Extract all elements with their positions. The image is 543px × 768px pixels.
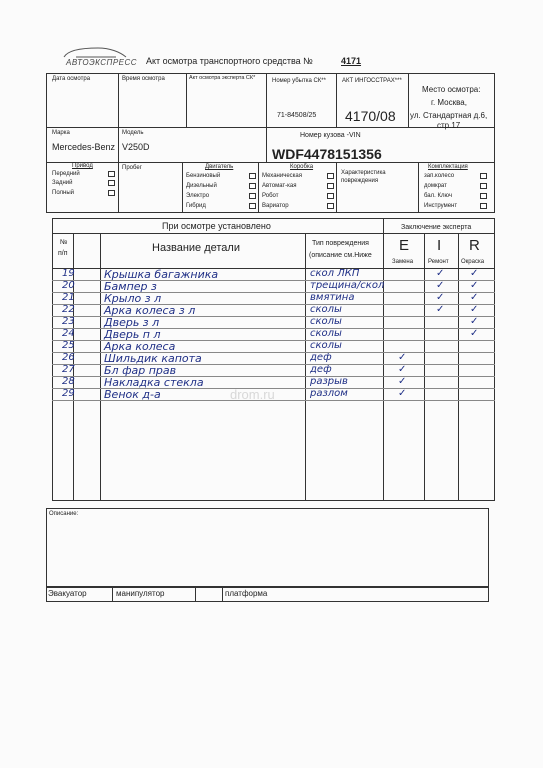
gearbox-option-robot: Робот [262,193,279,199]
drive-option-rear: Задний [52,180,73,186]
row-damage-type: сколы [310,304,342,315]
row-part-name: Крышка багажника [104,268,219,281]
logo-text: АВТОЭКСПРЕСС [66,58,138,67]
engine-option-diesel: Дизельный [186,183,217,189]
row-number: 22 [62,304,75,315]
row-part-name: Бл фар прав [104,364,177,377]
model-value: V250D [122,142,150,152]
equipment-option-wrench: бал. Ключ [424,193,452,199]
mileage-label: Пробег [122,165,142,171]
drive-option-front: Передний [52,171,80,177]
row-replace-mark: ✓ [398,388,407,399]
row-damage-type: разрыв [310,376,348,387]
row-paint-mark: ✓ [470,328,479,339]
row-number: 26 [62,352,75,363]
platform-label: платформа [225,589,268,598]
time-label: Время осмотра [122,76,165,82]
equipment-option-tools: Инструмент [424,203,458,209]
drive-checkbox-rear[interactable] [108,180,115,186]
place-line-2: ул. Стандартная д.6, [410,111,488,120]
drive-label: Привод [72,163,93,169]
row-repair-mark: ✓ [436,268,445,279]
gearbox-label: Коробка [290,164,314,170]
engine-checkbox-petrol[interactable] [249,173,256,179]
manipulator-label: манипулятор [116,589,165,598]
row-part-name: Дверь з л [104,316,160,329]
description-box[interactable] [46,508,489,587]
row-number: 27 [62,364,75,375]
watermark: drom.ru [230,387,275,402]
col-damage-header: Тип повреждения [312,240,369,247]
act-number: 4171 [341,56,362,66]
col-i-sub-header: Ремонт [428,259,449,265]
row-damage-type: сколы [310,328,342,339]
col-num-sub-label: п/п [58,250,68,257]
col-i-header: I [437,237,442,254]
row-damage-type: вмятина [310,292,355,303]
row-part-name: Крыло з л [104,292,162,305]
brand-value: Mercedes-Benz [52,142,116,152]
row-number: 19 [62,268,75,279]
equipment-option-jack: домкрат [424,183,447,189]
row-replace-mark: ✓ [398,376,407,387]
date-label: Дата осмотра [52,76,91,82]
row-part-name: Арка колеса з л [104,304,196,317]
drive-option-all: Полный [52,190,74,196]
row-damage-type: сколы [310,340,342,351]
row-damage-type: трещина/скол [310,280,385,291]
row-part-name: Накладка стекла [104,376,204,389]
row-number: 23 [62,316,75,327]
row-damage-type: сколы [310,316,342,327]
row-paint-mark: ✓ [470,316,479,327]
row-damage-type: скол ЛКП [310,268,360,279]
vin-value: WDF4478151356 [272,146,382,162]
gearbox-option-auto: Автомат-кая [262,183,297,189]
equipment-option-spare: зап.колесо [424,173,455,179]
row-part-name: Шильдик капота [104,352,202,365]
row-number: 28 [62,376,75,387]
gearbox-checkbox-cvt[interactable] [327,203,334,209]
tow-label: Эвакуатор [48,589,87,598]
col-r-sub-header: Окраска [461,259,485,265]
col-name-header: Название детали [152,242,240,254]
row-repair-mark: ✓ [436,304,445,315]
place-line-1: г. Москва, [431,98,467,107]
gearbox-option-cvt: Вариатор [262,203,289,209]
row-damage-type: разлом [310,388,348,399]
damage-char-label-2: повреждения [341,178,379,184]
engine-checkbox-electro[interactable] [249,193,256,199]
description-label: Описание: [49,511,79,517]
company-logo [60,46,138,70]
car-silhouette-icon [60,46,130,58]
row-part-name: Дверь п л [104,328,161,341]
drive-checkbox-front[interactable] [108,171,115,177]
row-number: 20 [62,280,75,291]
row-number: 21 [62,292,75,303]
page-title: Акт осмотра транспортного средства № [146,56,313,66]
row-part-name: Арка колеса [104,340,176,353]
engine-option-petrol: Бензиновый [186,173,221,179]
col-e-sub-header: Замена [392,259,414,265]
equipment-checkbox-spare[interactable] [480,173,487,179]
engine-label: Двигатель [205,164,234,170]
equipment-label: Комплектация [428,164,468,170]
row-damage-type: деф [310,352,332,363]
ingos-label: АКТ ИНГОССТРАХ*** [342,78,402,84]
engine-option-electro: Электро [186,193,210,199]
row-damage-type: деф [310,364,332,375]
vin-label: Номер кузова -VIN [300,132,361,139]
engine-option-hybrid: Гибрид [186,203,206,209]
row-part-name: Бампер з [104,280,157,293]
equipment-checkbox-wrench[interactable] [480,193,487,199]
row-paint-mark: ✓ [470,304,479,315]
gearbox-checkbox-auto[interactable] [327,183,334,189]
damage-char-label-1: Характеристика [341,170,386,176]
expert-act-label: Акт осмотра эксперта СК* [189,75,256,81]
row-number: 24 [62,328,75,339]
drive-checkbox-all[interactable] [108,190,115,196]
row-number: 29 [62,388,75,399]
engine-checkbox-hybrid[interactable] [249,203,256,209]
row-repair-mark: ✓ [436,280,445,291]
col-e-header: E [399,237,410,254]
loss-number-value: 71-84508/25 [277,112,317,119]
expert-header: Заключение эксперта [401,224,472,231]
row-replace-mark: ✓ [398,352,407,363]
ingos-value: 4170/08 [345,108,396,124]
col-damage-sub-header: (описание см.Ниже [309,252,372,259]
equipment-checkbox-jack[interactable] [480,183,487,189]
row-number: 25 [62,340,75,351]
place-label: Место осмотра: [422,85,481,94]
model-label: Модель [122,130,144,136]
col-r-header: R [469,237,480,254]
gearbox-checkbox-robot[interactable] [327,193,334,199]
place-line-3: стр.17 [437,121,461,130]
gearbox-option-manual: Механическая [262,173,303,179]
row-paint-mark: ✓ [470,268,479,279]
row-paint-mark: ✓ [470,280,479,291]
row-part-name: Венок д-а [104,388,161,401]
loss-number-label: Номер убытка СК** [272,78,326,84]
row-repair-mark: ✓ [436,292,445,303]
gearbox-checkbox-manual[interactable] [327,173,334,179]
equipment-checkbox-tools[interactable] [480,203,487,209]
brand-label: Марка [52,130,70,136]
installed-header: При осмотре установлено [162,221,271,231]
col-num-label: № [60,239,68,246]
engine-checkbox-diesel[interactable] [249,183,256,189]
row-replace-mark: ✓ [398,364,407,375]
row-paint-mark: ✓ [470,292,479,303]
